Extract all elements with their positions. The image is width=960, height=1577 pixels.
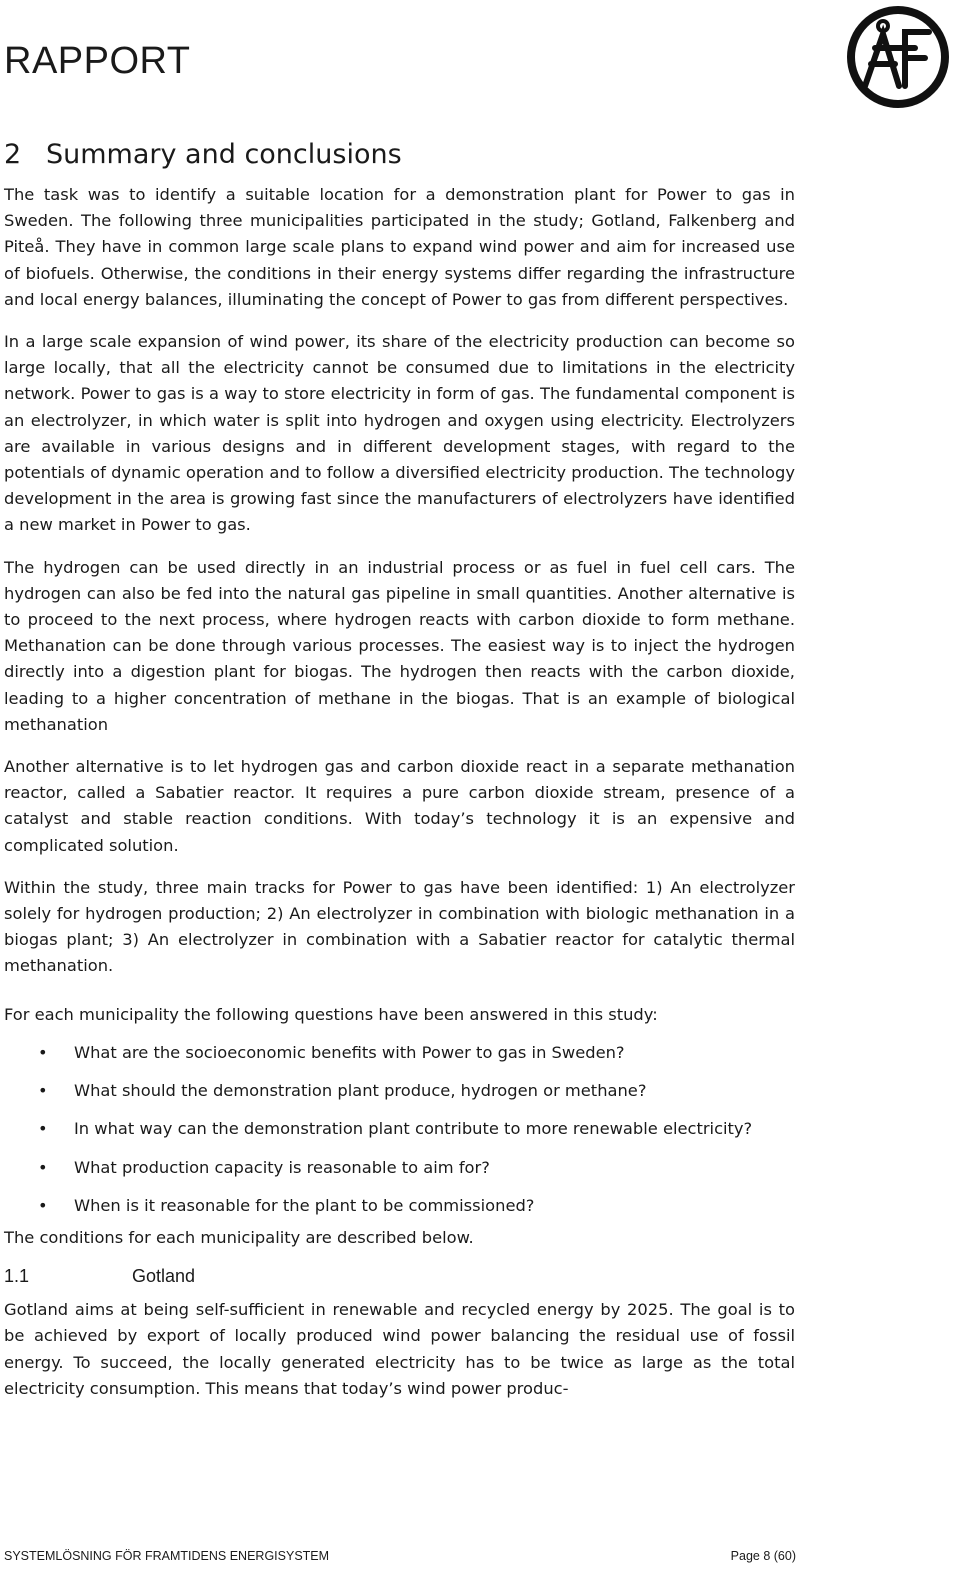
subsection-heading xyxy=(4,1263,795,1289)
subsection-title: Gotland xyxy=(132,1266,196,1287)
report-header-title: RAPPORT xyxy=(4,40,191,82)
list-item xyxy=(4,1155,795,1181)
paragraph-tracks: Within the study, three main tracks for Power to gas have been identified: 1) An electrolyzer solely for hydrogen production; 2) An electrolyzer in combination with biologic methanation in a biogas plant; 3) An electrolyzer in combination with a Sabatier reactor for catalytic thermal methanation. xyxy=(4,877,795,976)
footer-document-title: SYSTEMLÖSNING FÖR FRAMTIDENS ENERGISYSTEM xyxy=(4,1549,330,1563)
question-text: In what way can the demonstration plant contribute to more renewable electricity? xyxy=(74,1119,753,1139)
list-item xyxy=(4,1116,795,1142)
footer-page-number: Page 8 (60) xyxy=(730,1549,796,1563)
bullet-icon: • xyxy=(38,1119,48,1139)
questions-intro: For each municipality the following questions have been answered in this study: xyxy=(4,1004,658,1024)
af-logo xyxy=(843,2,953,112)
conditions-text: The conditions for each municipality are described below. xyxy=(4,1227,474,1247)
document-body xyxy=(4,136,795,1418)
questions-list xyxy=(4,1040,795,1219)
paragraph-sabatier: Another alternative is to let hydrogen gas and carbon dioxide react in a separate methanation reactor, called a Sabatier reactor. It requires a pure carbon dioxide stream, presence of a catalyst and stable reaction conditions. With today’s technology it is an expensive and complicated solution. xyxy=(4,757,795,855)
paragraph-hydrogen: The hydrogen can be used directly in an industrial process or as fuel in fuel cell cars. The hydrogen can also be fed into the natural gas pipeline in small quantities. Another alternative is to proceed to the next process, where hydrogen reacts with carbon dioxide to form methane. Methanation can be done through various processes. The easiest way is to inject the hydrogen directly into a digestion plant for biogas. The hydrogen then reacts with the carbon dioxide, leading to a higher concentration of methane in the biogas. That is an example of biological methanation xyxy=(4,557,795,734)
paragraph-task: The task was to identify a suitable location for a demonstration plant for Power to gas in Sweden. The following three municipalities participated in the study; Gotland, Falkenberg and Piteå. They have in common large scale plans to expand wind power and aim for increased use of biofuels. Otherwise, the conditions in their energy systems differ regarding the infrastructure and local energy balances, illuminating the concept of Power to gas from different perspectives. xyxy=(4,185,795,309)
section-heading xyxy=(4,136,795,174)
question-text: What production capacity is reasonable to aim for? xyxy=(74,1157,490,1177)
question-text: When is it reasonable for the plant to be commissioned? xyxy=(74,1195,535,1215)
paragraph-wind-power: In a large scale expansion of wind power, its share of the electricity production can become so large locally, that all the electricity cannot be consumed due to limitations in the electricity network. Power to gas is a way to store electricity in form of gas. The fundamental component is an electrolyzer, in which water is split into hydrogen and oxygen using electricity. Electrolyzers are available in various designs and in different development stages, with regard to the potentials of dynamic operation and to follow a diversified electricity production. The technology development in the area is growing fast since the manufacturers of electrolyzers have identified a new market in Power to gas. xyxy=(4,332,795,535)
bullet-icon: • xyxy=(38,1042,48,1062)
question-text: What should the demonstration plant produce, hydrogen or methane? xyxy=(74,1081,647,1101)
subsection-number: 1.1 xyxy=(4,1266,30,1287)
bullet-icon: • xyxy=(38,1081,48,1101)
section-title: Summary and conclusions xyxy=(46,139,402,170)
bullet-icon: • xyxy=(38,1195,48,1215)
bullet-icon: • xyxy=(38,1157,48,1177)
list-item xyxy=(4,1040,795,1066)
list-item xyxy=(4,1078,795,1104)
list-item xyxy=(4,1193,795,1219)
section-number: 2 xyxy=(4,139,22,170)
page-footer xyxy=(4,1549,796,1563)
question-text: What are the socioeconomic benefits with Power to gas in Sweden? xyxy=(74,1042,625,1062)
paragraph-gotland: Gotland aims at being self-sufficient in renewable and recycled energy by 2025. The goal is to be achieved by export of locally produced wind power balancing the residual use of fossil energy. To succeed, the locally generated electricity has to be twice as large as the total electricity consumption. This means that today’s wind power produc- xyxy=(4,1300,795,1398)
